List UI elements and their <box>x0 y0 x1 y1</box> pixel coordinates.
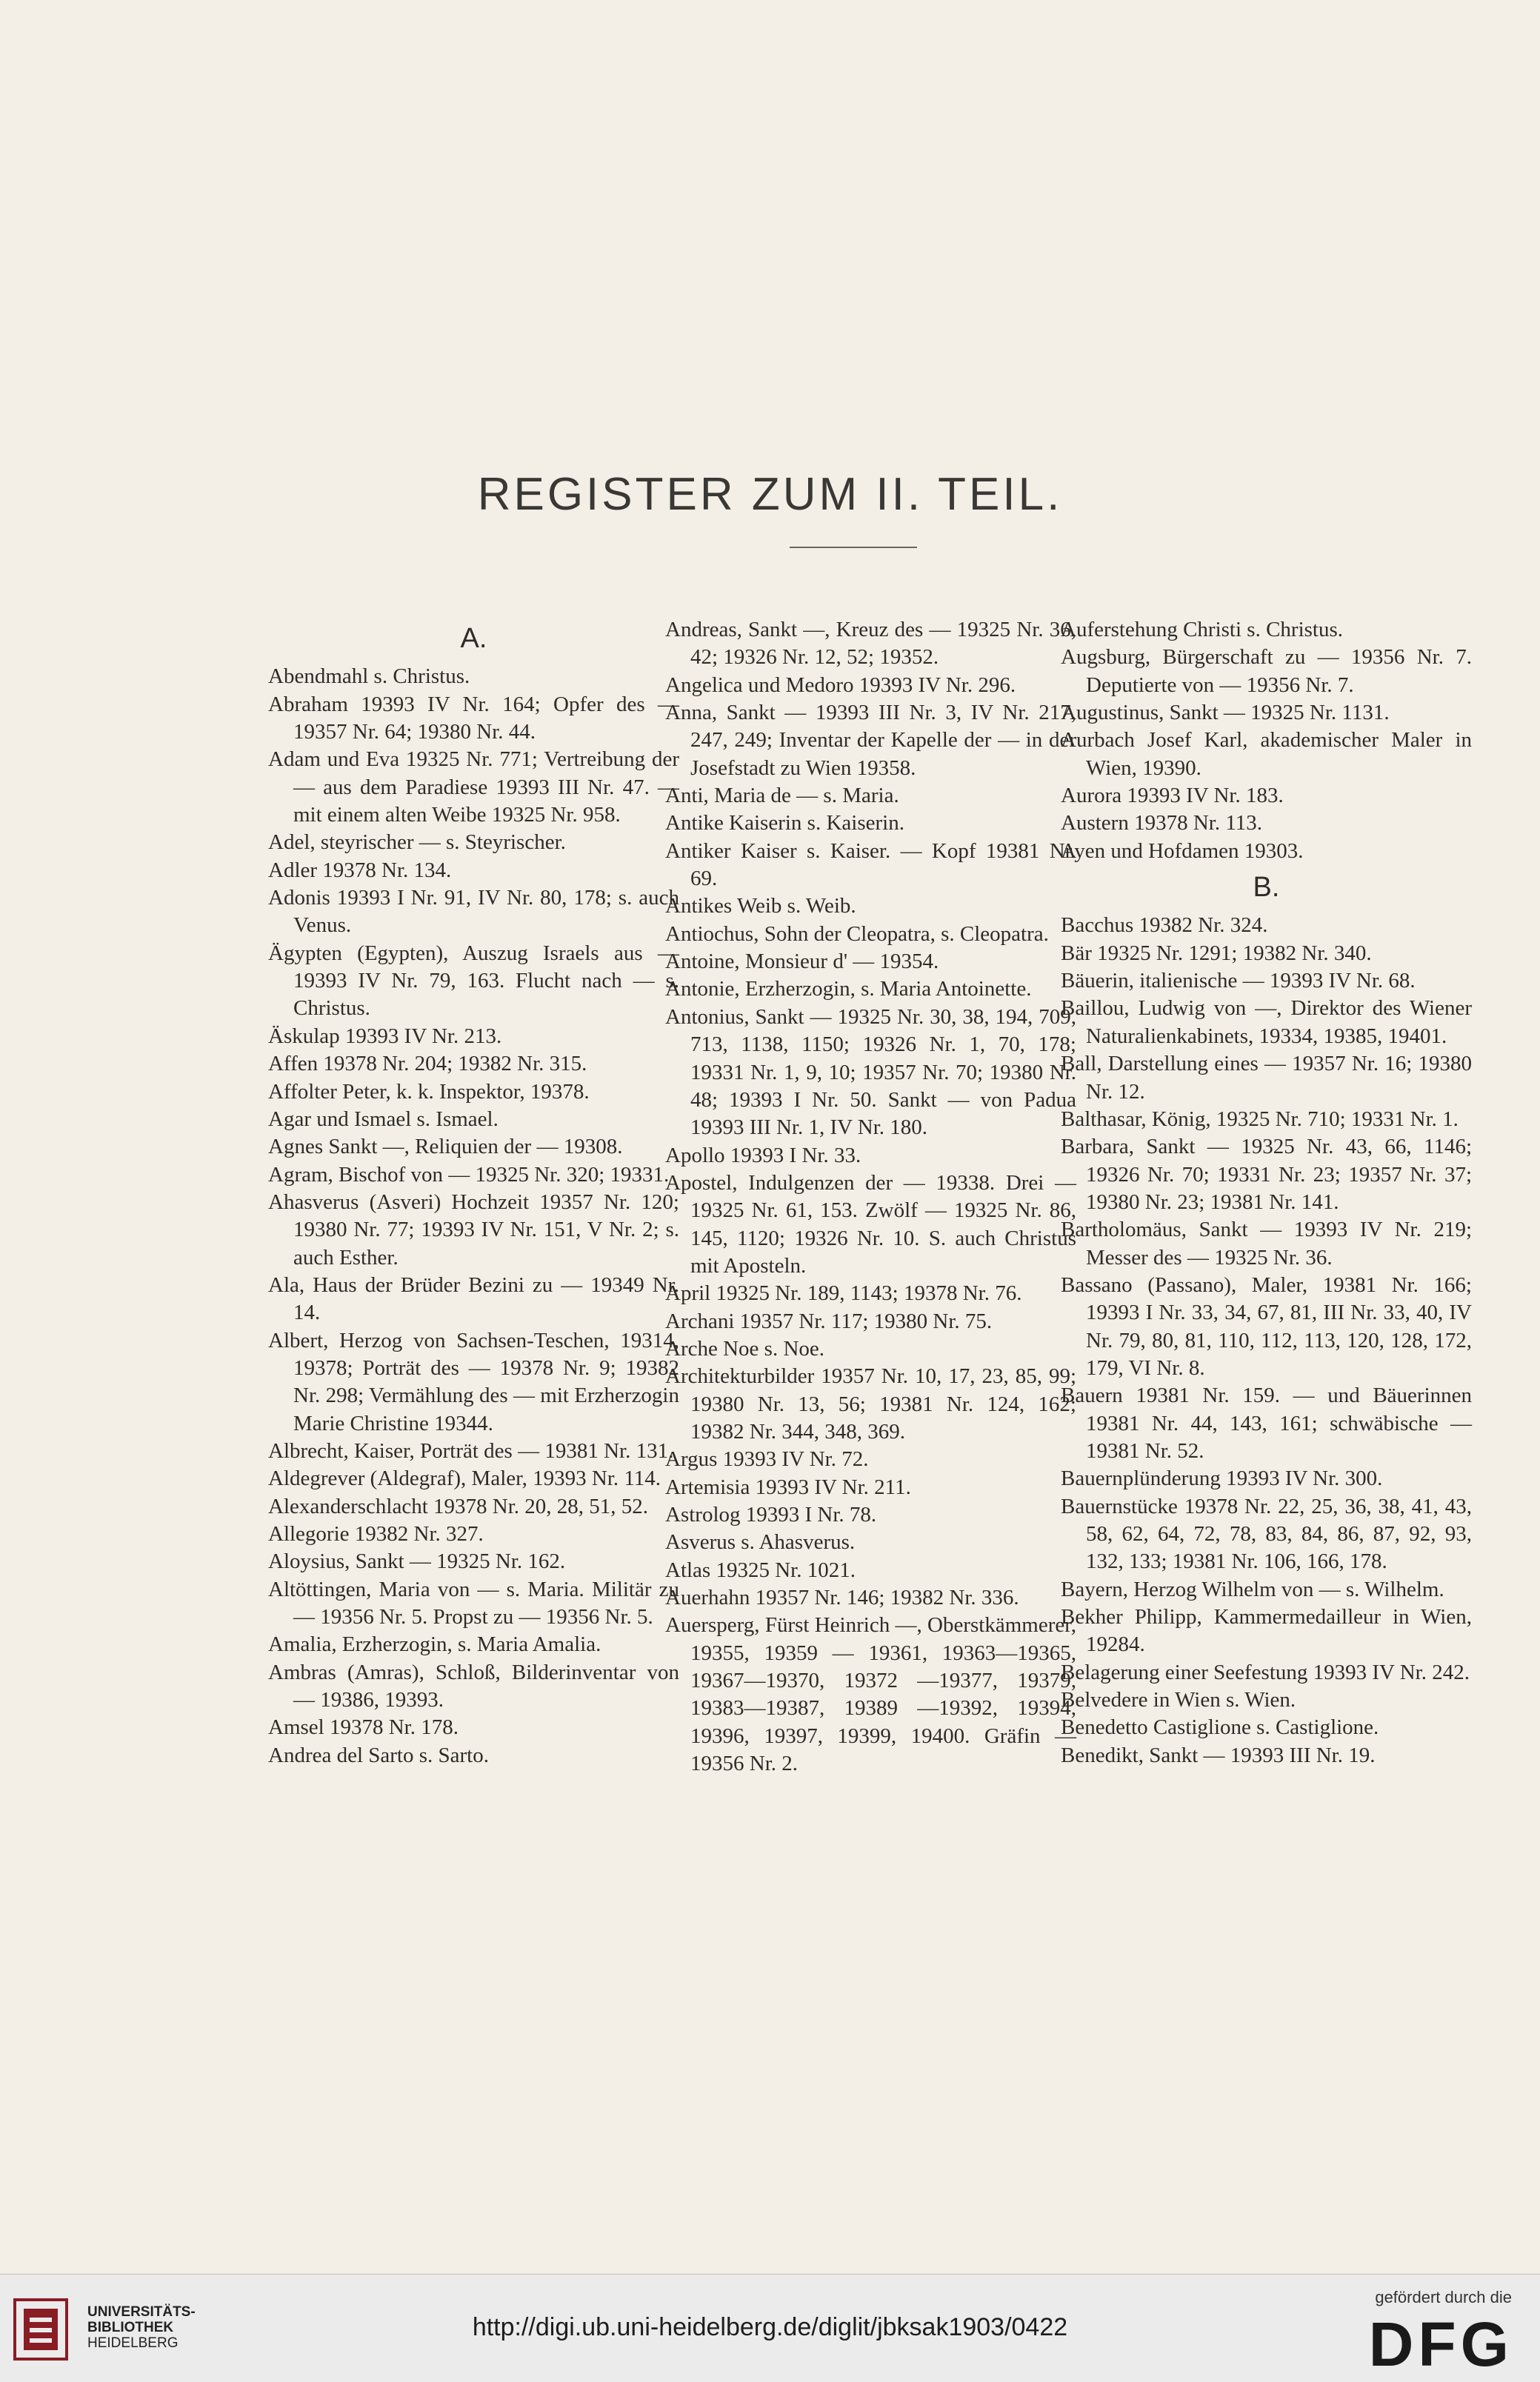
index-entry: Antiochus, Sohn der Cleopatra, s. Cleopatra. <box>665 921 1049 946</box>
index-entry: Apollo 19393 I Nr. 33. <box>665 1143 861 1167</box>
index-entry: Adel, steyrischer — s. Steyrischer. <box>268 830 566 855</box>
index-entry: Astrolog 19393 I Nr. 78. <box>665 1503 877 1527</box>
index-entry: Ayen und Hofdamen 19303. <box>1061 838 1304 863</box>
index-entry: Angelica und Medoro 19393 IV Nr. 296. <box>665 673 1016 697</box>
index-entry: Altöttingen, Maria von — s. Maria. Militär zu — 19356 Nr. 5. Propst zu — 19356 Nr. 5. <box>268 1577 679 1629</box>
index-entry: Bauernplünderung 19393 IV Nr. 300. <box>1061 1467 1383 1491</box>
index-entry: Affen 19378 Nr. 204; 19382 Nr. 315. <box>268 1052 587 1076</box>
index-entry: Benedikt, Sankt — 19393 III Nr. 19. <box>1061 1743 1376 1767</box>
index-entry: Agnes Sankt —, Reliquien der — 19308. <box>268 1135 623 1159</box>
index-entry: Belagerung einer Seefestung 19393 IV Nr. 242. <box>1061 1660 1470 1684</box>
index-entry: Asverus s. Ahasverus. <box>665 1530 856 1555</box>
index-entry: Andreas, Sankt —, Kreuz des — 19325 Nr. 36, 42; 19326 Nr. 12, 52; 19352. <box>665 618 1076 670</box>
index-entry: Arche Noe s. Noe. <box>665 1336 825 1361</box>
page-title: REGISTER ZUM II. TEIL. <box>477 469 1063 520</box>
index-entry: Antiker Kaiser s. Kaiser. — Kopf 19381 Nr. 69. <box>665 838 1076 891</box>
index-entry: Agram, Bischof von — 19325 Nr. 320; 19331. <box>268 1162 670 1187</box>
index-entry: Barbara, Sankt — 19325 Nr. 43, 66, 1146; 19326 Nr. 70; 19331 Nr. 23; 19357 Nr. 37; 19380 Nr. 23; 19381 Nr. 141. <box>1061 1135 1472 1214</box>
index-entry: Austern 19378 Nr. 113. <box>1061 811 1262 835</box>
index-entry: Albrecht, Kaiser, Porträt des — 19381 Nr. 131. <box>268 1438 674 1463</box>
index-entry: Artemisia 19393 IV Nr. 211. <box>665 1475 911 1499</box>
index-entry: Ball, Darstellung eines — 19357 Nr. 16; 19380 Nr. 12. <box>1061 1052 1472 1104</box>
index-entry: Ala, Haus der Brüder Bezini zu — 19349 Nr. 14. <box>268 1272 679 1325</box>
index-entry: Auerhahn 19357 Nr. 146; 19382 Nr. 336. <box>665 1586 1019 1610</box>
index-entry: Auferstehung Christi s. Christus. <box>1061 618 1344 641</box>
index-entry: Agar und Ismael s. Ismael. <box>268 1107 499 1131</box>
index-entry: Adler 19378 Nr. 134. <box>268 858 452 882</box>
index-entry: Ahasverus (Asveri) Hochzeit 19357 Nr. 120; 19380 Nr. 77; 19393 IV Nr. 151, V Nr. 2; s. auch Esther. <box>268 1190 679 1270</box>
index-entry: Abendmahl s. Christus. <box>268 664 470 689</box>
index-entry: Alexanderschlacht 19378 Nr. 20, 28, 51, 52. <box>268 1494 649 1518</box>
index-entry: Antonie, Erzherzogin, s. Maria Antoinette. <box>665 977 1032 1001</box>
library-name-line1: UNIVERSITÄTS- <box>87 2304 196 2320</box>
index-entry: Albert, Herzog von Sachsen-Teschen, 19314, 19378; Porträt des — 19378 Nr. 9; 19382 Nr. 298; Vermählung des — mit Erzherzogin Marie Christine 19344. <box>268 1328 679 1435</box>
section-letter: B. <box>1253 872 1280 904</box>
index-entry: Augsburg, Bürgerschaft zu — 19356 Nr. 7. Deputierte von — 19356 Nr. 7. <box>1061 645 1472 697</box>
index-entry: Belvedere in Wien s. Wien. <box>1061 1688 1296 1712</box>
index-entry: April 19325 Nr. 189, 1143; 19378 Nr. 76. <box>665 1281 1022 1306</box>
index-entry: Affolter Peter, k. k. Inspektor, 19378. <box>268 1079 590 1104</box>
index-entry: Aurbach Josef Karl, akademischer Maler in Wien, 19390. <box>1061 728 1472 780</box>
index-entry: Amsel 19378 Nr. 178. <box>268 1715 459 1740</box>
index-entry: Aurora 19393 IV Nr. 183. <box>1061 784 1284 808</box>
index-entry: Bäuerin, italienische — 19393 IV Nr. 68. <box>1061 969 1416 993</box>
sponsor-caption: gefördert durch die <box>1375 2288 1512 2306</box>
index-column-2 <box>665 616 1076 1778</box>
index-entry: Archani 19357 Nr. 117; 19380 Nr. 75. <box>665 1309 993 1333</box>
index-entry: Anti, Maria de — s. Maria. <box>665 784 899 808</box>
index-entry: Auersperg, Fürst Heinrich —, Oberstkämmerer, 19355, 19359 — 19361, 19363—19365, 19367—19370, 19372 —19377, 19379, 19383—19387, 19389 —19392, 19394, 19396, 19397, 19399, 19400. Gräfin — 19356 Nr. 2. <box>665 1613 1076 1776</box>
index-column-1 <box>268 616 679 1769</box>
index-column-3 <box>1061 616 1472 1769</box>
index-entry: Bauern 19381 Nr. 159. — und Bäuerinnen 19381 Nr. 44, 143, 161; schwäbische — 19381 Nr. 52. <box>1061 1384 1472 1463</box>
index-entry: Bauernstücke 19378 Nr. 22, 25, 36, 38, 41, 43, 58, 62, 64, 72, 78, 83, 84, 86, 87, 92, 93, 132, 133; 19381 Nr. 106, 166, 178. <box>1061 1494 1472 1574</box>
index-entry: Atlas 19325 Nr. 1021. <box>665 1558 856 1582</box>
index-entry: Andrea del Sarto s. Sarto. <box>268 1743 489 1767</box>
index-entry: Baillou, Ludwig von —, Direktor des Wiener Naturalienkabinets, 19334, 19385, 19401. <box>1061 996 1472 1048</box>
index-entry: Bär 19325 Nr. 1291; 19382 Nr. 340. <box>1061 941 1372 965</box>
index-entry: Architekturbilder 19357 Nr. 10, 17, 23, 85, 99; 19380 Nr. 13, 56; 19381 Nr. 124, 162; 19382 Nr. 344, 348, 369. <box>665 1364 1076 1444</box>
index-entry: Adonis 19393 I Nr. 91, IV Nr. 80, 178; s. auch Venus. <box>268 886 679 938</box>
library-name-line3: HEIDELBERG <box>87 2335 179 2351</box>
index-entry: Antikes Weib s. Weib. <box>665 894 856 918</box>
index-entry: Aldegrever (Aldegraf), Maler, 19393 Nr. 114. <box>268 1467 661 1491</box>
index-entry: Antike Kaiserin s. Kaiserin. <box>665 811 904 835</box>
index-entry: Aloysius, Sankt — 19325 Nr. 162. <box>268 1549 566 1574</box>
index-entry: Bekher Philipp, Kammermedailleur in Wien, 19284. <box>1061 1605 1472 1657</box>
index-entry: Äskulap 19393 IV Nr. 213. <box>268 1024 502 1048</box>
index-entry: Bacchus 19382 Nr. 324. <box>1061 913 1268 938</box>
title-rule <box>790 547 917 548</box>
index-entry: Bartholomäus, Sankt — 19393 IV Nr. 219; Messer des — 19325 Nr. 36. <box>1061 1218 1472 1270</box>
index-entry: Adam und Eva 19325 Nr. 771; Vertreibung der — aus dem Paradiese 19393 III Nr. 47. — mit einem alten Weibe 19325 Nr. 958. <box>268 747 679 827</box>
index-entry: Argus 19393 IV Nr. 72. <box>665 1447 869 1472</box>
footer-bar <box>0 2274 1540 2382</box>
section-letter: A. <box>460 623 487 654</box>
index-entry: Augustinus, Sankt — 19325 Nr. 1131. <box>1061 701 1390 725</box>
index-entry: Ambras (Amras), Schloß, Bilderinventar von — 19386, 19393. <box>268 1660 679 1712</box>
permalink-url[interactable]: http://digi.ub.uni-heidelberg.de/diglit/jbksak1903/0422 <box>472 2313 1068 2341</box>
index-entry: Amalia, Erzherzogin, s. Maria Amalia. <box>268 1632 601 1657</box>
index-entry: Bayern, Herzog Wilhelm von — s. Wilhelm. <box>1061 1577 1444 1601</box>
index-entry: Balthasar, König, 19325 Nr. 710; 19331 Nr. 1. <box>1061 1107 1459 1131</box>
index-entry: Antoine, Monsieur d' — 19354. <box>665 950 939 974</box>
index-entry: Ägypten (Egypten), Auszug Israels aus — 19393 IV Nr. 79, 163. Flucht nach — s. Christus. <box>268 941 679 1021</box>
library-name-line2: BIBLIOTHEK <box>87 2320 174 2335</box>
index-entry: Bassano (Passano), Maler, 19381 Nr. 166; 19393 I Nr. 33, 34, 67, 81, III Nr. 33, 40, IV Nr. 79, 80, 81, 110, 112, 113, 120, 128, 172, 179, VI Nr. 8. <box>1061 1272 1472 1380</box>
index-entry: Apostel, Indulgenzen der — 19338. Drei — 19325 Nr. 61, 153. Zwölf — 19325 Nr. 86, 145, 1120; 19326 Nr. 10. S. auch Christus mit Aposteln. <box>665 1170 1076 1278</box>
index-entry: Antonius, Sankt — 19325 Nr. 30, 38, 194, 709, 713, 1138, 1150; 19326 Nr. 1, 70, 178; 19331 Nr. 1, 9, 10; 19357 Nr. 70; 19380 Nr. 48; 19393 I Nr. 50. Sankt — von Padua 19393 III Nr. 1, IV Nr. 180. <box>665 1004 1076 1140</box>
index-entry: Allegorie 19382 Nr. 327. <box>268 1522 484 1546</box>
index-entry: Abraham 19393 IV Nr. 164; Opfer des — 19357 Nr. 64; 19380 Nr. 44. <box>268 692 679 744</box>
index-entry: Anna, Sankt — 19393 III Nr. 3, IV Nr. 217, 247, 249; Inventar der Kapelle der — in der Josefstadt zu Wien 19358. <box>665 701 1076 780</box>
index-entry: Benedetto Castiglione s. Castiglione. <box>1061 1715 1379 1740</box>
dfg-logo: DFG <box>1368 2309 1513 2379</box>
